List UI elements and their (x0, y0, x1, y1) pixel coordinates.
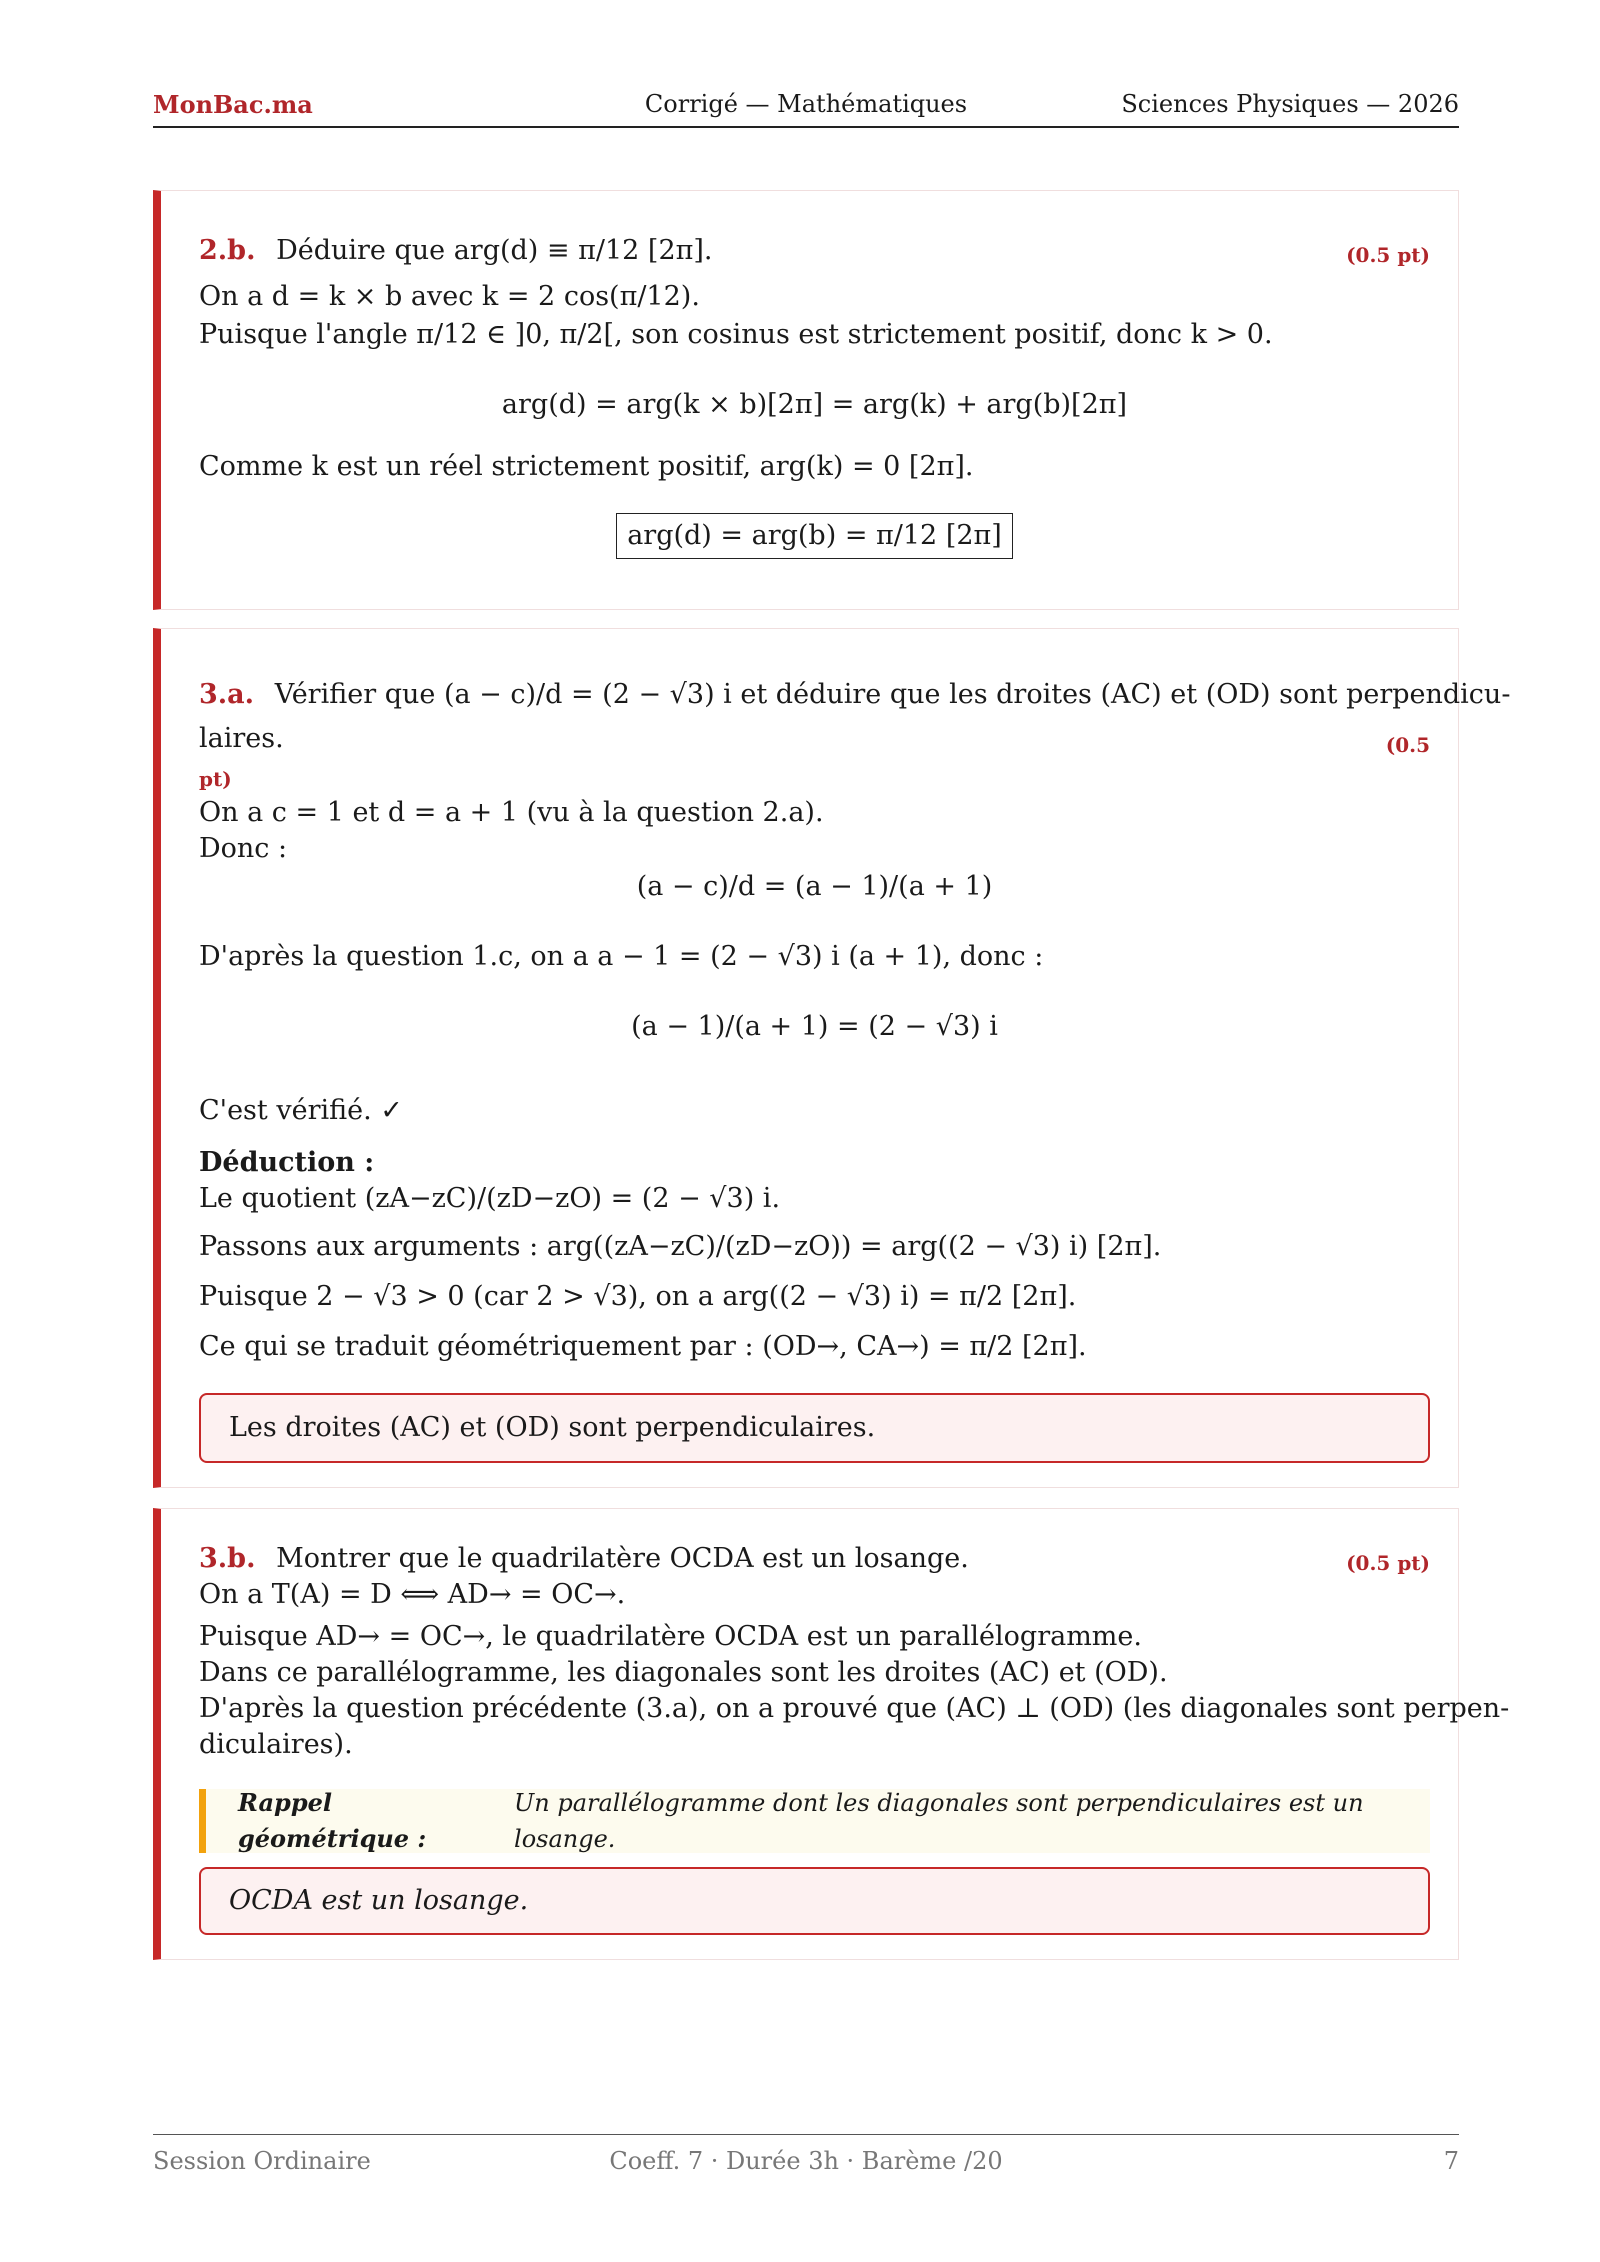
text-line: Donc : (199, 833, 288, 864)
note-title: Rappel géométrique : (238, 1788, 427, 1853)
question-statement: 3.b. Montrer que le quadrilatère OCDA est un losange. (199, 1543, 969, 1574)
note-text: Un parallélogramme dont les diagonales sont perpendiculaires est un losange. (514, 1789, 1364, 1853)
deduction-title: Déduction : (199, 1147, 375, 1178)
question-statement: 3.a. Vérifier que (a − c)/d = (2 − √3) i et déduire que les droites (AC) et (OD) sont perpendicu- (199, 679, 1511, 710)
verified-line: C'est vérifié. ✓ (199, 1095, 403, 1126)
points-badge: (0.5 pt) (1346, 1551, 1430, 1575)
conclusion-text: OCDA est un losange. (229, 1885, 529, 1916)
points-badge: (0.5 (1385, 733, 1430, 757)
text-line: Passons aux arguments : arg((zA−zC)/(zD−zO)) = arg((2 − √3) i) [2π]. (199, 1231, 1162, 1262)
boxed-result: arg(d) = arg(b) = π/12 [2π] (616, 513, 1013, 559)
question-statement: 2.b. Déduire que arg(d) ≡ π/12 [2π]. (199, 235, 713, 266)
page-number: 7 (1443, 2147, 1459, 2175)
text-line: Dans ce parallélogramme, les diagonales sont les droites (AC) et (OD). (199, 1657, 1168, 1688)
footer-session: Session Ordinaire (153, 2147, 371, 2175)
text-line: Puisque AD→ = OC→, le quadrilatère OCDA est un parallélogramme. (199, 1621, 1142, 1652)
conclusion-box (199, 1867, 1430, 1935)
question-card-2b (153, 190, 1459, 610)
conclusion-box (199, 1393, 1430, 1463)
question-card-3b (153, 1508, 1510, 1960)
header-subject: Corrigé — Mathématiques (644, 90, 968, 118)
question-card-3a (153, 628, 1511, 1488)
text-line: On a T(A) = D ⟺ AD→ = OC→. (199, 1579, 626, 1610)
question-statement-cont: laires. (199, 723, 284, 754)
points-badge-cont: pt) (199, 767, 232, 791)
header-section: Sciences Physiques — 2026 (1121, 90, 1459, 118)
equation: (a − c)/d = (a − 1)/(a + 1) (636, 871, 993, 902)
text-line: On a d = k × b avec k = 2 cos(π/12). (199, 281, 700, 312)
text-line: On a c = 1 et d = a + 1 (vu à la question 2.a). (199, 797, 824, 828)
text-line: D'après la question 1.c, on a a − 1 = (2 − √3) i (a + 1), donc : (199, 941, 1044, 972)
equation: (a − 1)/(a + 1) = (2 − √3) i (631, 1011, 998, 1042)
brand-logo[interactable]: MonBac.ma (153, 90, 313, 119)
result-equation (199, 513, 1430, 559)
text-line: Le quotient (zA−zC)/(zD−zO) = (2 − √3) i. (199, 1183, 781, 1214)
text-line: D'après la question précédente (3.a), on a prouvé que (AC) ⊥ (OD) (les diagonales sont perpen- (199, 1693, 1510, 1724)
page-header (153, 86, 1459, 128)
footer-info: Coeff. 7 · Durée 3h · Barème /20 (609, 2147, 1003, 2175)
text-line: Ce qui se traduit géométriquement par : (OD→, CA→) = π/2 [2π]. (199, 1331, 1087, 1362)
question-number: 2.b. (199, 235, 256, 266)
text-line: diculaires). (199, 1729, 353, 1760)
text-line: Puisque 2 − √3 > 0 (car 2 > √3), on a arg((2 − √3) i) = π/2 [2π]. (199, 1281, 1077, 1312)
text-line: Comme k est un réel strictement positif, arg(k) = 0 [2π]. (199, 451, 974, 482)
points-badge: (0.5 pt) (1346, 243, 1430, 267)
reminder-note (199, 1789, 1430, 1853)
text-line: Puisque l'angle π/12 ∈ ]0, π/2[, son cosinus est strictement positif, donc k > 0. (199, 319, 1273, 350)
conclusion-text: Les droites (AC) et (OD) sont perpendiculaires. (229, 1412, 876, 1443)
question-number: 3.b. (199, 1543, 256, 1574)
question-number: 3.a. (199, 679, 255, 710)
page-footer (153, 2134, 1459, 2175)
equation: arg(d) = arg(k × b)[2π] = arg(k) + arg(b)[2π] (501, 389, 1128, 420)
